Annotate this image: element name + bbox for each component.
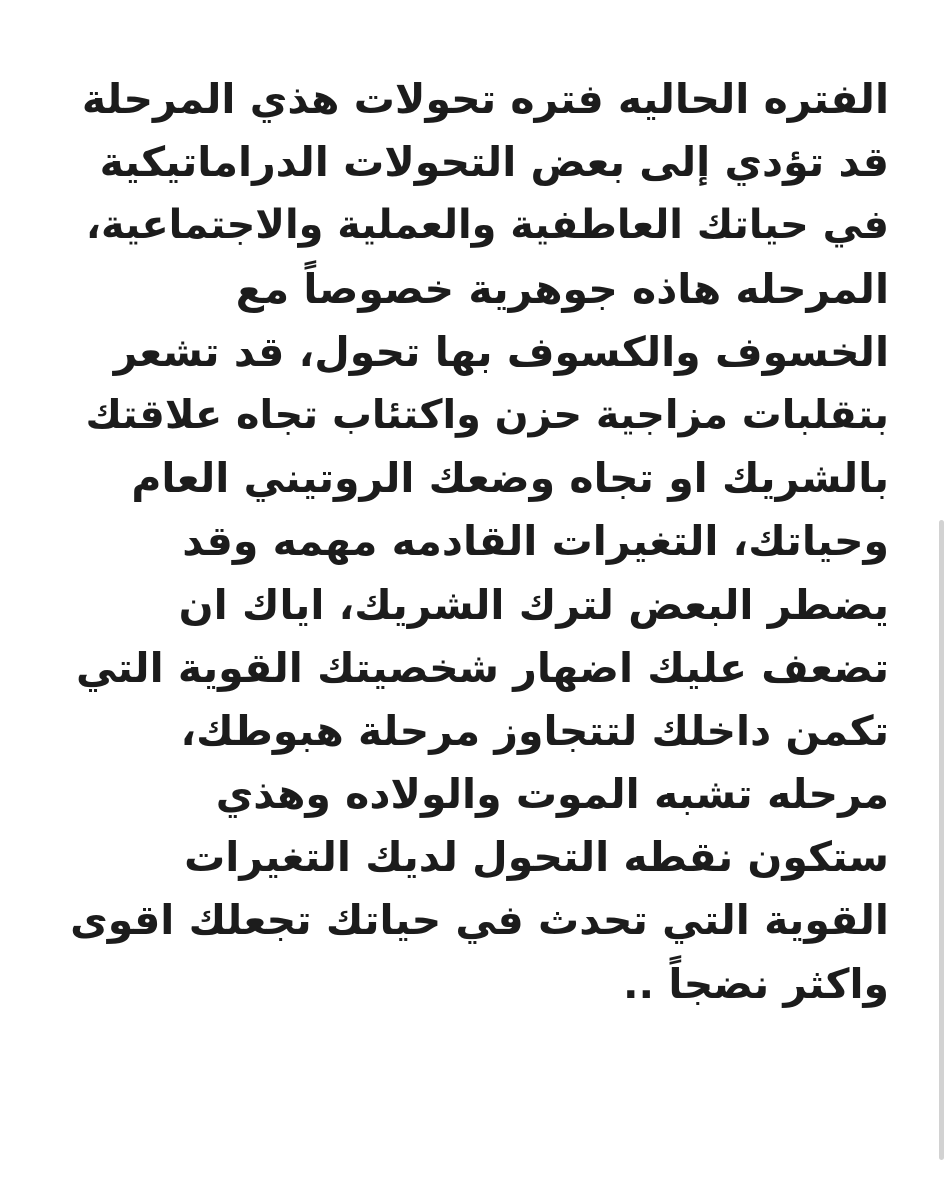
text-line: واكثر نضجاً ..	[622, 959, 889, 1008]
text-line: الفتره الحاليه فتره تحولات هذي المرحلة	[81, 75, 889, 123]
scrollbar[interactable]	[939, 520, 944, 1160]
text-line: ستكون نقطه التحول لديك التغيرات	[184, 833, 889, 882]
text-line: الخسوف والكسوف بها تحول، قد تشعر	[113, 327, 889, 376]
text-line: وحياتك، التغيرات القادمه مهمه وقد	[182, 517, 889, 566]
text-line: في حياتك العاطفية والعملية والاجتماعية،	[85, 202, 889, 249]
text-line: قد تؤدي إلى بعض التحولات الدراماتيكية	[99, 138, 889, 187]
article-text	[69, 68, 889, 1016]
text-line: يضطر البعض لترك الشريك، اياك ان	[178, 580, 889, 629]
text-line: مرحله تشبه الموت والولاده وهذي	[215, 770, 889, 819]
text-line: المرحله هاذه جوهرية خصوصاً مع	[235, 264, 889, 313]
text-line: بالشريك او تجاه وضعك الروتيني العام	[131, 454, 889, 503]
text-line: تكمن داخلك لتتجاوز مرحلة هبوطك،	[180, 706, 889, 755]
text-line: القوية التي تحدث في حياتك تجعلك اقوى	[70, 896, 889, 945]
text-line: بتقلبات مزاجية حزن واكتئاب تجاه علاقتك	[85, 391, 889, 438]
text-line: تضعف عليك اضهار شخصيتك القوية التي	[75, 643, 889, 692]
